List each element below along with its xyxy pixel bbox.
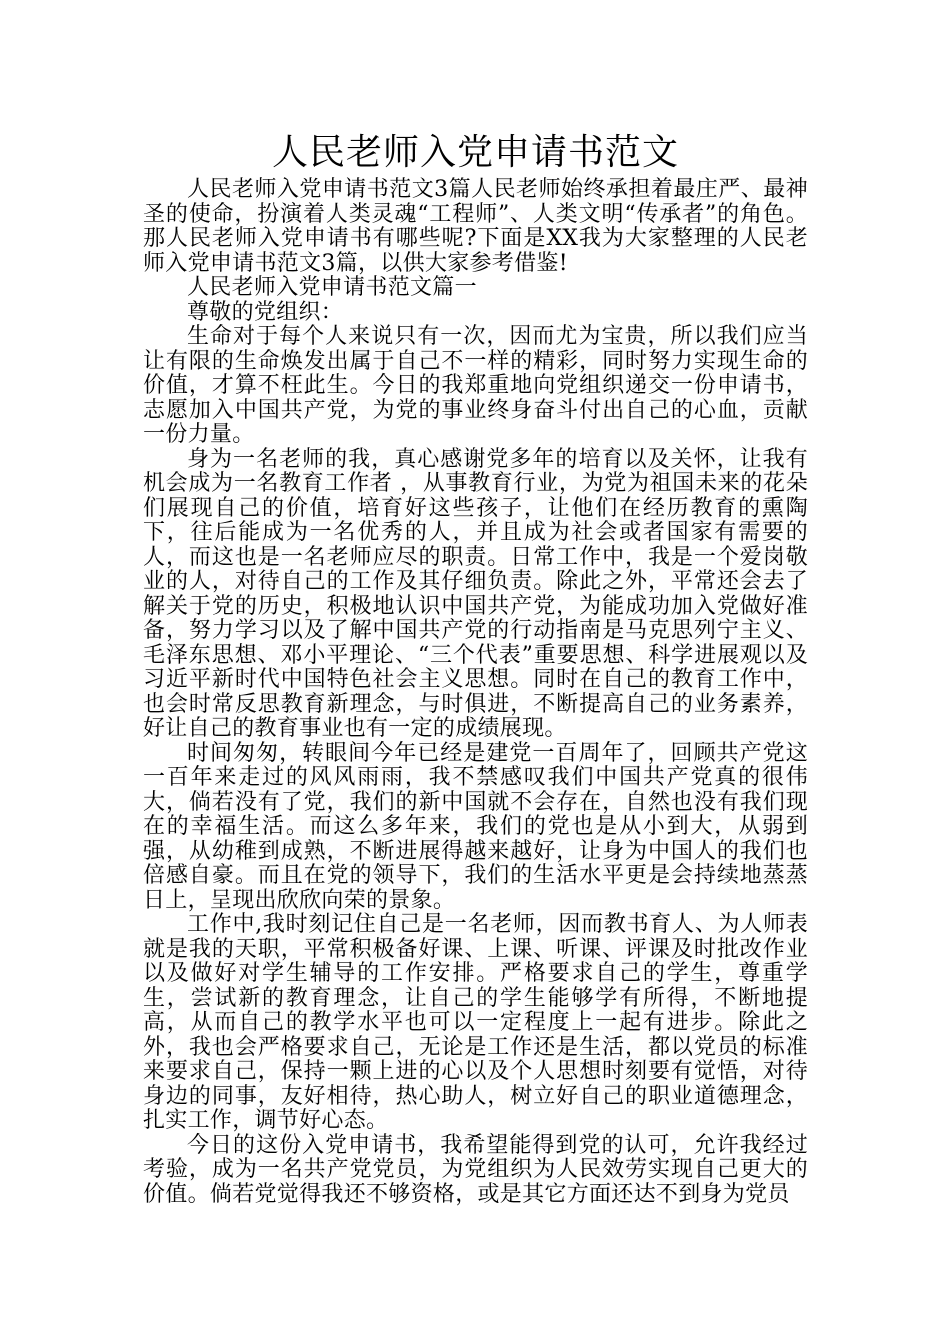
body-paragraph-2: 身为一名老师的我，真心感谢党多年的培育以及关怀，让我有机会成为一名教育工作者 ，从事教育行业，为党为祖国未来的花朵们展现自己的价值，培育好这些孩子，让他们在经历教育的熏陶下，往后能成为一名优秀的人，并且成为社会或者国家有需要的人，而这也是一名老师应尽的职责。日常工作中，我是一个爱岗敬业的人，对待自己的工作及其仔细负责。除此之外，平常还会去了解关于党的历史，积极地认识中国共产党，为能成功加入党做好准备，努力学习以及了解中国共产党的行动指南是马克思列宁主义、毛泽东思想、邓小平理论、“三个代表”重要思想、科学进展观以及习近平新时代中国特色社会主义思想。同时在自己的教育工作中，也会时常反思教育新理念，与时俱进，不断提高自己的业务素养，好让自己的教育事业也有一定的成绩展现。 — [143, 446, 808, 741]
body-paragraph-1: 生命对于每个人来说只有一次，因而尤为宝贵，所以我们应当让有限的生命焕发出属于自己不一样的精彩，同时努力实现生命的价值，才算不枉此生。今日的我郑重地向党组织递交一份申请书，志愿加入中国共产党，为党的事业终身奋斗付出自己的心血，贡献一份力量。 — [143, 324, 808, 447]
section-heading: 人民老师入党申请书范文篇一 — [187, 275, 477, 300]
intro-paragraph: 人民老师入党申请书范文3篇人民老师始终承担着最庄严、最神圣的使命，扮演着人类灵魂“工程师”、人类文明“传承者”的角色。那人民老师入党申请书有哪些呢?下面是XX我为大家整理的人民老师入党申请书范文3篇，以供大家参考借鉴! — [143, 177, 808, 276]
body-paragraph-4: 工作中,我时刻记住自己是一名老师，因而教书育人、为人师表就是我的天职，平常积极备好课、上课、听课、评课及时批改作业以及做好对学生辅导的工作安排。严格要求自己的学生，尊重学生，尝试新的教育理念，让自己的学生能够学有所得，不断地提高，从而自己的教学水平也可以一定程度上一起有进步。除此之外，我也会严格要求自己，无论是工作还是生活，都以党员的标准来要求自己，保持一颗上进的心以及个人思想时刻要有觉悟，对待身边的同事，友好相待，热心助人，树立好自己的职业道德理念，扎实工作，调节好心态。 — [143, 912, 808, 1133]
salutation: 尊敬的党组织： — [187, 299, 344, 325]
body-paragraph-5: 今日的这份入党申请书，我希望能得到党的认可，允许我经过考验，成为一名共产党党员，为党组织为人民效劳实现自己更大的价值。倘若党觉得我还不够资格，或是其它方面还达不到身为党员 — [143, 1132, 808, 1207]
body-paragraph-3: 时间匆匆，转眼间今年已经是建党一百周年了，回顾共产党这一百年来走过的风风雨雨，我不禁感叹我们中国共产党真的很伟大，倘若没有了党，我们的新中国就不会存在，自然也没有我们现在的幸福生活。而这么多年来，我们的党也是从小到大，从弱到强，从幼稚到成熟，不断进展得越来越好，让身为中国人的我们也倍感自豪。而且在党的领导下，我们的生活水平更是会持续地蒸蒸日上，呈现出欣欣向荣的景象。 — [143, 740, 808, 913]
document-body — [143, 128, 808, 1207]
document-title: 人民老师入党申请书范文 — [271, 132, 679, 173]
